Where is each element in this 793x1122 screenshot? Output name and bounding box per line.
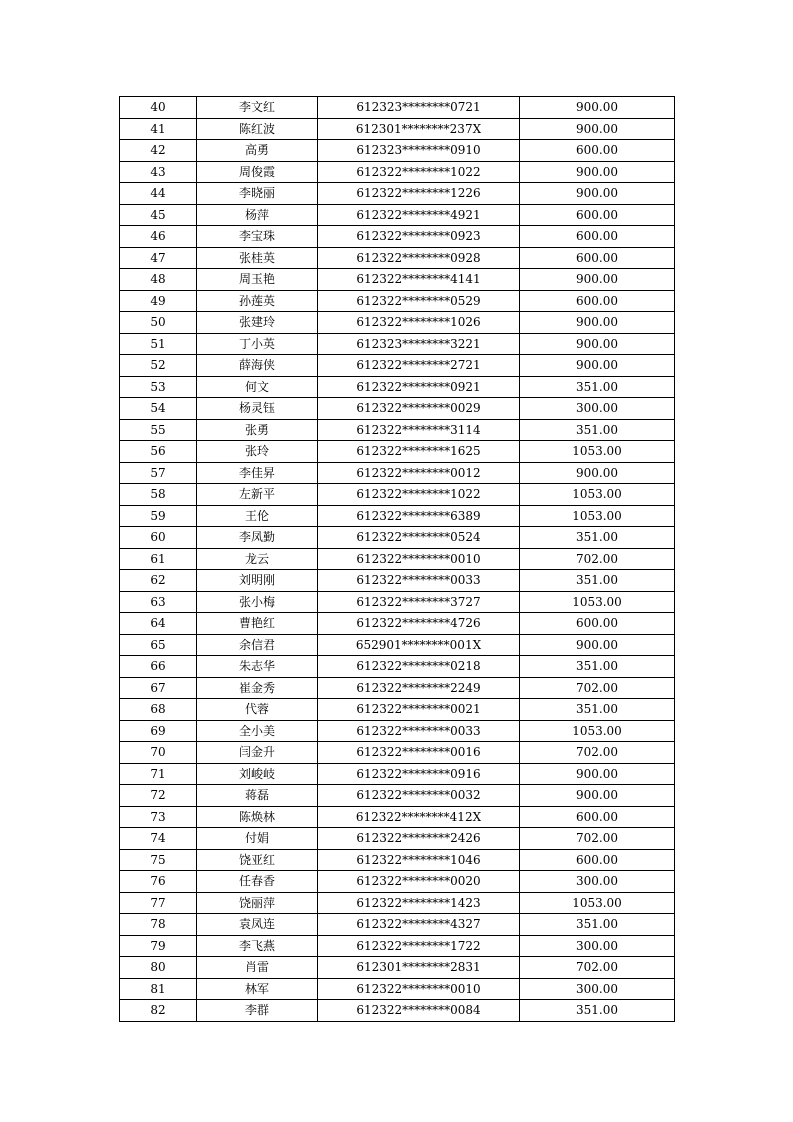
- row-number-cell: 50: [120, 312, 197, 334]
- amount-cell: 351.00: [520, 527, 675, 549]
- row-number-cell: 49: [120, 290, 197, 312]
- amount-cell: 600.00: [520, 806, 675, 828]
- id-number-cell: 612322********0029: [318, 398, 520, 420]
- id-number-cell: 612322********1722: [318, 935, 520, 957]
- id-number-cell: 612301********237X: [318, 118, 520, 140]
- name-cell: 周俊霞: [197, 161, 318, 183]
- name-cell: 龙云: [197, 548, 318, 570]
- id-number-cell: 612322********1022: [318, 484, 520, 506]
- amount-cell: 900.00: [520, 355, 675, 377]
- row-number-cell: 54: [120, 398, 197, 420]
- table-row: [120, 183, 675, 205]
- name-cell: 高勇: [197, 140, 318, 162]
- amount-cell: 600.00: [520, 226, 675, 248]
- amount-cell: 300.00: [520, 871, 675, 893]
- name-cell: 蒋磊: [197, 785, 318, 807]
- table-row: [120, 742, 675, 764]
- name-cell: 李群: [197, 1000, 318, 1022]
- name-cell: 全小美: [197, 720, 318, 742]
- id-number-cell: 612322********1022: [318, 161, 520, 183]
- amount-cell: 702.00: [520, 742, 675, 764]
- row-number-cell: 82: [120, 1000, 197, 1022]
- row-number-cell: 69: [120, 720, 197, 742]
- name-cell: 饶亚红: [197, 849, 318, 871]
- table-row: [120, 785, 675, 807]
- id-number-cell: 612322********4327: [318, 914, 520, 936]
- row-number-cell: 80: [120, 957, 197, 979]
- amount-cell: 900.00: [520, 161, 675, 183]
- table-row: [120, 677, 675, 699]
- id-number-cell: 612322********2426: [318, 828, 520, 850]
- name-cell: 周玉艳: [197, 269, 318, 291]
- amount-cell: 1053.00: [520, 484, 675, 506]
- id-number-cell: 612322********1226: [318, 183, 520, 205]
- amount-cell: 351.00: [520, 914, 675, 936]
- id-number-cell: 612322********1046: [318, 849, 520, 871]
- table-row: [120, 226, 675, 248]
- table-row: [120, 398, 675, 420]
- id-number-cell: 612322********4726: [318, 613, 520, 635]
- id-number-cell: 612322********0524: [318, 527, 520, 549]
- id-number-cell: 612322********412X: [318, 806, 520, 828]
- id-number-cell: 612322********0033: [318, 570, 520, 592]
- id-number-cell: 612322********0016: [318, 742, 520, 764]
- id-number-cell: 612301********2831: [318, 957, 520, 979]
- amount-cell: 300.00: [520, 978, 675, 1000]
- name-cell: 孙莲英: [197, 290, 318, 312]
- table-row: [120, 1000, 675, 1022]
- amount-cell: 1053.00: [520, 441, 675, 463]
- name-cell: 张桂英: [197, 247, 318, 269]
- name-cell: 薛海侠: [197, 355, 318, 377]
- table-row: [120, 247, 675, 269]
- name-cell: 李佳昇: [197, 462, 318, 484]
- id-number-cell: 612322********0916: [318, 763, 520, 785]
- row-number-cell: 76: [120, 871, 197, 893]
- amount-cell: 351.00: [520, 570, 675, 592]
- table-row: [120, 570, 675, 592]
- name-cell: 何文: [197, 376, 318, 398]
- name-cell: 陈焕林: [197, 806, 318, 828]
- amount-cell: 300.00: [520, 398, 675, 420]
- amount-cell: 900.00: [520, 183, 675, 205]
- row-number-cell: 53: [120, 376, 197, 398]
- row-number-cell: 73: [120, 806, 197, 828]
- row-number-cell: 44: [120, 183, 197, 205]
- id-number-cell: 612322********1026: [318, 312, 520, 334]
- row-number-cell: 45: [120, 204, 197, 226]
- row-number-cell: 55: [120, 419, 197, 441]
- row-number-cell: 81: [120, 978, 197, 1000]
- id-number-cell: 612322********0033: [318, 720, 520, 742]
- id-number-cell: 612322********2721: [318, 355, 520, 377]
- table-row: [120, 269, 675, 291]
- name-cell: 朱志华: [197, 656, 318, 678]
- amount-cell: 900.00: [520, 462, 675, 484]
- amount-cell: 351.00: [520, 1000, 675, 1022]
- row-number-cell: 66: [120, 656, 197, 678]
- name-cell: 闫金升: [197, 742, 318, 764]
- id-number-cell: 612323********0721: [318, 97, 520, 119]
- table-row: [120, 484, 675, 506]
- row-number-cell: 67: [120, 677, 197, 699]
- name-cell: 李宝珠: [197, 226, 318, 248]
- table-row: [120, 548, 675, 570]
- row-number-cell: 51: [120, 333, 197, 355]
- amount-cell: 900.00: [520, 763, 675, 785]
- table-row: [120, 204, 675, 226]
- id-number-cell: 612322********0218: [318, 656, 520, 678]
- id-number-cell: 612322********2249: [318, 677, 520, 699]
- row-number-cell: 61: [120, 548, 197, 570]
- amount-cell: 702.00: [520, 677, 675, 699]
- name-cell: 李飞燕: [197, 935, 318, 957]
- row-number-cell: 78: [120, 914, 197, 936]
- row-number-cell: 63: [120, 591, 197, 613]
- amount-cell: 600.00: [520, 247, 675, 269]
- row-number-cell: 72: [120, 785, 197, 807]
- amount-cell: 600.00: [520, 140, 675, 162]
- name-cell: 李文红: [197, 97, 318, 119]
- table-row: [120, 355, 675, 377]
- name-cell: 林军: [197, 978, 318, 1000]
- table-row: [120, 441, 675, 463]
- id-number-cell: 612322********3727: [318, 591, 520, 613]
- row-number-cell: 65: [120, 634, 197, 656]
- id-number-cell: 612322********3114: [318, 419, 520, 441]
- name-cell: 丁小英: [197, 333, 318, 355]
- amount-cell: 900.00: [520, 118, 675, 140]
- table-row: [120, 97, 675, 119]
- id-number-cell: 612322********0020: [318, 871, 520, 893]
- row-number-cell: 60: [120, 527, 197, 549]
- table-row: [120, 978, 675, 1000]
- name-cell: 刘明刚: [197, 570, 318, 592]
- name-cell: 王伦: [197, 505, 318, 527]
- id-number-cell: 612323********3221: [318, 333, 520, 355]
- row-number-cell: 68: [120, 699, 197, 721]
- id-number-cell: 612322********1625: [318, 441, 520, 463]
- roster-table: [119, 96, 675, 1022]
- table-row: [120, 656, 675, 678]
- row-number-cell: 79: [120, 935, 197, 957]
- table-row: [120, 828, 675, 850]
- table-row: [120, 763, 675, 785]
- row-number-cell: 52: [120, 355, 197, 377]
- table-row: [120, 527, 675, 549]
- id-number-cell: 612322********0923: [318, 226, 520, 248]
- row-number-cell: 75: [120, 849, 197, 871]
- row-number-cell: 48: [120, 269, 197, 291]
- row-number-cell: 58: [120, 484, 197, 506]
- id-number-cell: 612322********0529: [318, 290, 520, 312]
- name-cell: 肖雷: [197, 957, 318, 979]
- name-cell: 杨灵钰: [197, 398, 318, 420]
- amount-cell: 1053.00: [520, 720, 675, 742]
- id-number-cell: 612322********1423: [318, 892, 520, 914]
- id-number-cell: 612322********0084: [318, 1000, 520, 1022]
- table-row: [120, 333, 675, 355]
- id-number-cell: 612322********0921: [318, 376, 520, 398]
- amount-cell: 351.00: [520, 699, 675, 721]
- id-number-cell: 612322********4141: [318, 269, 520, 291]
- amount-cell: 300.00: [520, 935, 675, 957]
- row-number-cell: 62: [120, 570, 197, 592]
- row-number-cell: 57: [120, 462, 197, 484]
- table-row: [120, 312, 675, 334]
- table-row: [120, 118, 675, 140]
- table-row: [120, 419, 675, 441]
- row-number-cell: 77: [120, 892, 197, 914]
- name-cell: 崔金秀: [197, 677, 318, 699]
- amount-cell: 900.00: [520, 269, 675, 291]
- amount-cell: 702.00: [520, 828, 675, 850]
- table-row: [120, 140, 675, 162]
- amount-cell: 702.00: [520, 548, 675, 570]
- table-row: [120, 376, 675, 398]
- table-row: [120, 892, 675, 914]
- amount-cell: 900.00: [520, 634, 675, 656]
- id-number-cell: 612322********6389: [318, 505, 520, 527]
- table-row: [120, 290, 675, 312]
- roster-body: [120, 97, 675, 1022]
- table-row: [120, 613, 675, 635]
- name-cell: 左新平: [197, 484, 318, 506]
- table-row: [120, 720, 675, 742]
- amount-cell: 900.00: [520, 97, 675, 119]
- id-number-cell: 612323********0910: [318, 140, 520, 162]
- name-cell: 张勇: [197, 419, 318, 441]
- amount-cell: 900.00: [520, 785, 675, 807]
- name-cell: 任春香: [197, 871, 318, 893]
- amount-cell: 600.00: [520, 849, 675, 871]
- amount-cell: 1053.00: [520, 505, 675, 527]
- row-number-cell: 41: [120, 118, 197, 140]
- amount-cell: 351.00: [520, 376, 675, 398]
- amount-cell: 900.00: [520, 333, 675, 355]
- row-number-cell: 59: [120, 505, 197, 527]
- table-row: [120, 462, 675, 484]
- table-row: [120, 699, 675, 721]
- name-cell: 付娟: [197, 828, 318, 850]
- id-number-cell: 612322********0012: [318, 462, 520, 484]
- amount-cell: 600.00: [520, 290, 675, 312]
- name-cell: 代蓉: [197, 699, 318, 721]
- table-row: [120, 871, 675, 893]
- amount-cell: 600.00: [520, 204, 675, 226]
- name-cell: 张建玲: [197, 312, 318, 334]
- amount-cell: 1053.00: [520, 591, 675, 613]
- table-row: [120, 957, 675, 979]
- row-number-cell: 47: [120, 247, 197, 269]
- table-row: [120, 849, 675, 871]
- name-cell: 余信君: [197, 634, 318, 656]
- row-number-cell: 56: [120, 441, 197, 463]
- table-row: [120, 591, 675, 613]
- name-cell: 曹艳红: [197, 613, 318, 635]
- amount-cell: 351.00: [520, 656, 675, 678]
- amount-cell: 1053.00: [520, 892, 675, 914]
- id-number-cell: 612322********0021: [318, 699, 520, 721]
- name-cell: 李晓丽: [197, 183, 318, 205]
- table-row: [120, 935, 675, 957]
- row-number-cell: 43: [120, 161, 197, 183]
- row-number-cell: 70: [120, 742, 197, 764]
- name-cell: 杨萍: [197, 204, 318, 226]
- name-cell: 袁凤连: [197, 914, 318, 936]
- name-cell: 饶丽萍: [197, 892, 318, 914]
- row-number-cell: 74: [120, 828, 197, 850]
- amount-cell: 600.00: [520, 613, 675, 635]
- table-row: [120, 914, 675, 936]
- row-number-cell: 71: [120, 763, 197, 785]
- name-cell: 张玲: [197, 441, 318, 463]
- amount-cell: 900.00: [520, 312, 675, 334]
- row-number-cell: 40: [120, 97, 197, 119]
- amount-cell: 351.00: [520, 419, 675, 441]
- row-number-cell: 64: [120, 613, 197, 635]
- table-row: [120, 505, 675, 527]
- amount-cell: 702.00: [520, 957, 675, 979]
- id-number-cell: 612322********4921: [318, 204, 520, 226]
- name-cell: 陈红波: [197, 118, 318, 140]
- id-number-cell: 652901********001X: [318, 634, 520, 656]
- table-row: [120, 161, 675, 183]
- id-number-cell: 612322********0010: [318, 978, 520, 1000]
- row-number-cell: 46: [120, 226, 197, 248]
- name-cell: 张小梅: [197, 591, 318, 613]
- id-number-cell: 612322********0032: [318, 785, 520, 807]
- name-cell: 刘峻岐: [197, 763, 318, 785]
- id-number-cell: 612322********0010: [318, 548, 520, 570]
- id-number-cell: 612322********0928: [318, 247, 520, 269]
- name-cell: 李凤勤: [197, 527, 318, 549]
- table-row: [120, 806, 675, 828]
- table-row: [120, 634, 675, 656]
- row-number-cell: 42: [120, 140, 197, 162]
